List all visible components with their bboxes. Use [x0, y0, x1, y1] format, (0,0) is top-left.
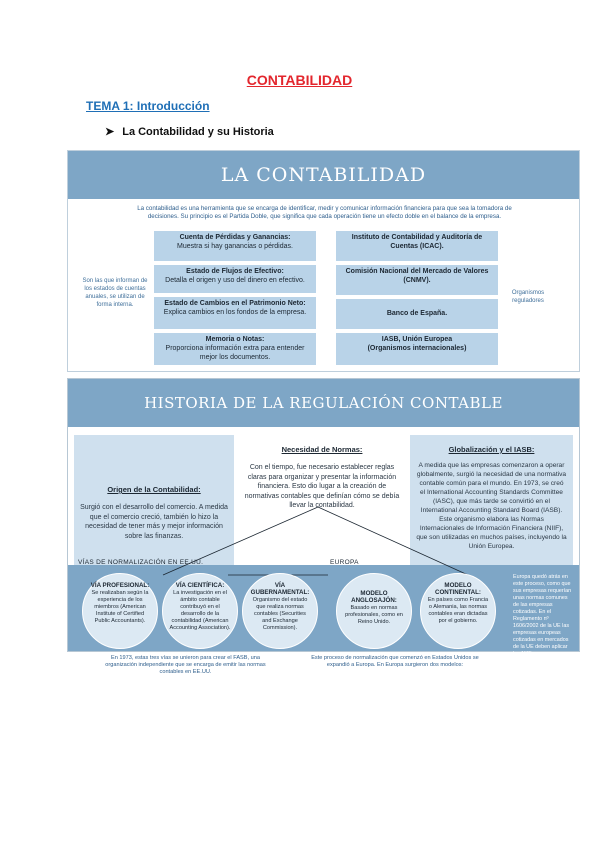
circle-text: Basado en normas profesionales, como en Reino Unido.: [345, 605, 403, 625]
regulator-box: [336, 333, 498, 365]
origin-heading: Origen de la Contabilidad:: [107, 485, 201, 494]
regulator-box: [336, 299, 498, 329]
connector-line: [163, 507, 318, 575]
intro-text: La contabilidad es una herramienta que se encarga de identificar, medir y comunicar información financiera para que sea la tomadora de decisiones. Su principio es el Partida Doble, que significa que cada operación tiene un efecto doble en el balance de la empresa.: [137, 205, 512, 220]
document-title: CONTABILIDAD: [246, 72, 353, 88]
europe-expansion-footnote: Este proceso de normalización que comenzó en Estados Unidos se expandió a Europa. En Europa surgieron dos modelos:: [311, 655, 479, 668]
box-title: Estado de Cambios en el Patrimonio Neto:: [164, 300, 306, 307]
box-text: Detalla el origen y uso del dinero en efectivo.: [165, 277, 305, 284]
regulator-box: [336, 231, 498, 261]
box-text: (Organismos internacionales): [367, 345, 467, 352]
circle-text: Organismo del estado que realiza normas contables (Securities and Exchange Commission).: [252, 597, 308, 631]
fasb-footnote: En 1973, estas tres vías se unieron para crear el FASB, una organización independiente que se encarga de emitir las normas contables en EE.UU.: [105, 655, 266, 675]
accounting-infographic: [67, 150, 580, 372]
subsection-heading: [105, 125, 274, 138]
banner-title: LA CONTABILIDAD: [220, 164, 427, 186]
government-path-circle: [242, 573, 318, 649]
banner-title: HISTORIA DE LA REGULACIÓN CONTABLE: [144, 394, 503, 412]
professional-path-circle: [82, 573, 158, 649]
circle-text: Se realizaban según la experiencia de los miembros (American Institute of Certified Public Accountants).: [91, 590, 149, 624]
circle-title: VÍA PROFESIONAL:: [90, 582, 150, 589]
financial-statement-box: [154, 297, 316, 329]
norms-text: Con el tiempo, fue necesario establecer reglas claras para organizar y presentar la información financiera. Esto dio lugar a la creación de normativas contables que definían cómo se debía llevar la contabilidad.: [244, 464, 400, 509]
usa-paths-label: VÍAS DE NORMALIZACIÓN EN EE.UU.: [78, 559, 204, 566]
box-title: Estado de Flujos de Efectivo:: [186, 268, 284, 275]
box-title: Memoria o Notas:: [205, 336, 265, 343]
circle-title: MODELO ANGLOSAJÓN:: [351, 590, 397, 604]
regulation-history-infographic: [67, 378, 580, 657]
box-title: Cuenta de Pérdidas y Ganancias:: [179, 234, 291, 241]
section-title: TEMA 1: Introducción: [86, 99, 210, 113]
origin-text: Surgió con el desarrollo del comercio. A medida que el comercio creció, también lo hizo la necesidad de tener más y mejor información sobre las finanzas.: [80, 504, 228, 540]
box-title: Banco de España.: [386, 310, 448, 317]
accounting-banner: [68, 151, 579, 199]
norms-heading: Necesidad de Normas:: [281, 445, 363, 454]
history-banner: [68, 379, 579, 427]
financial-statements-note: Son las que informan de los estados de cuentas anuales, se utilizan de forma interna.: [82, 278, 148, 308]
box-title: Instituto de Contabilidad y Auditoría de Cuentas (ICAC).: [351, 234, 483, 250]
financial-statement-box: [154, 333, 316, 365]
connector-line: [318, 507, 468, 575]
europe-label: EUROPA: [330, 559, 359, 566]
globalization-heading: Globalización y el IASB:: [448, 445, 535, 454]
regulator-box: [336, 265, 498, 295]
financial-statement-box: [154, 265, 316, 293]
arrow-bullet-icon: ➤: [105, 126, 115, 138]
anglo-saxon-model-circle: [336, 573, 412, 649]
connector-lines: [68, 479, 579, 589]
box-text: Proporciona información extra para entender mejor los documentos.: [165, 345, 305, 361]
box-title: IASB, Unión Europea: [381, 336, 453, 343]
box-text: Muestra si hay ganancias o pérdidas.: [177, 243, 293, 250]
continental-model-circle: [420, 573, 496, 649]
globalization-text: A medida que las empresas comenzaron a operar globalmente, surgió la necesidad de una normativa contable común para el mundo. En 1973, se creó el International Accounting Standards Committee (IASC), que más tarde se convirtió en el International Accounting Standard Board (IASB). Este organismo elabora las Normas Internacionales de Información Financiera (NIIF), que son utilizadas en muchos países, incluyendo la Unión Europea.: [416, 462, 567, 550]
box-title: Comisión Nacional del Mercado de Valores (CNMV).: [345, 268, 489, 284]
europe-note: Europa quedó atrás en este proceso, como que sus empresas requerían unas normas comunes de las empresas cotizadas. En el Reglamento nº 1606/2002 de la UE las empresas europeas cotizadas en mercados de la UE deben aplicar las NIIF.: [513, 574, 572, 657]
circle-text: En países como Francia o Alemania, las normas contables eran dictadas por el gobierno.: [427, 597, 489, 624]
regulators-note: Organismos reguladores: [511, 290, 545, 304]
circle-title: VÍA CIENTÍFICA:: [175, 582, 225, 589]
financial-statement-box: [154, 231, 316, 261]
subsection-label: La Contabilidad y su Historia: [122, 126, 274, 138]
circle-title: VÍA GUBERNAMENTAL:: [250, 582, 310, 596]
scientific-path-circle: [162, 573, 238, 649]
box-text: Explica cambios en los fondos de la empresa.: [163, 309, 307, 316]
circle-text: La investigación en el ámbito contable contribuyó en el desarrollo de la contabilidad (American Accounting Association).: [169, 590, 231, 631]
circle-title: MODELO CONTINENTAL:: [435, 582, 481, 596]
